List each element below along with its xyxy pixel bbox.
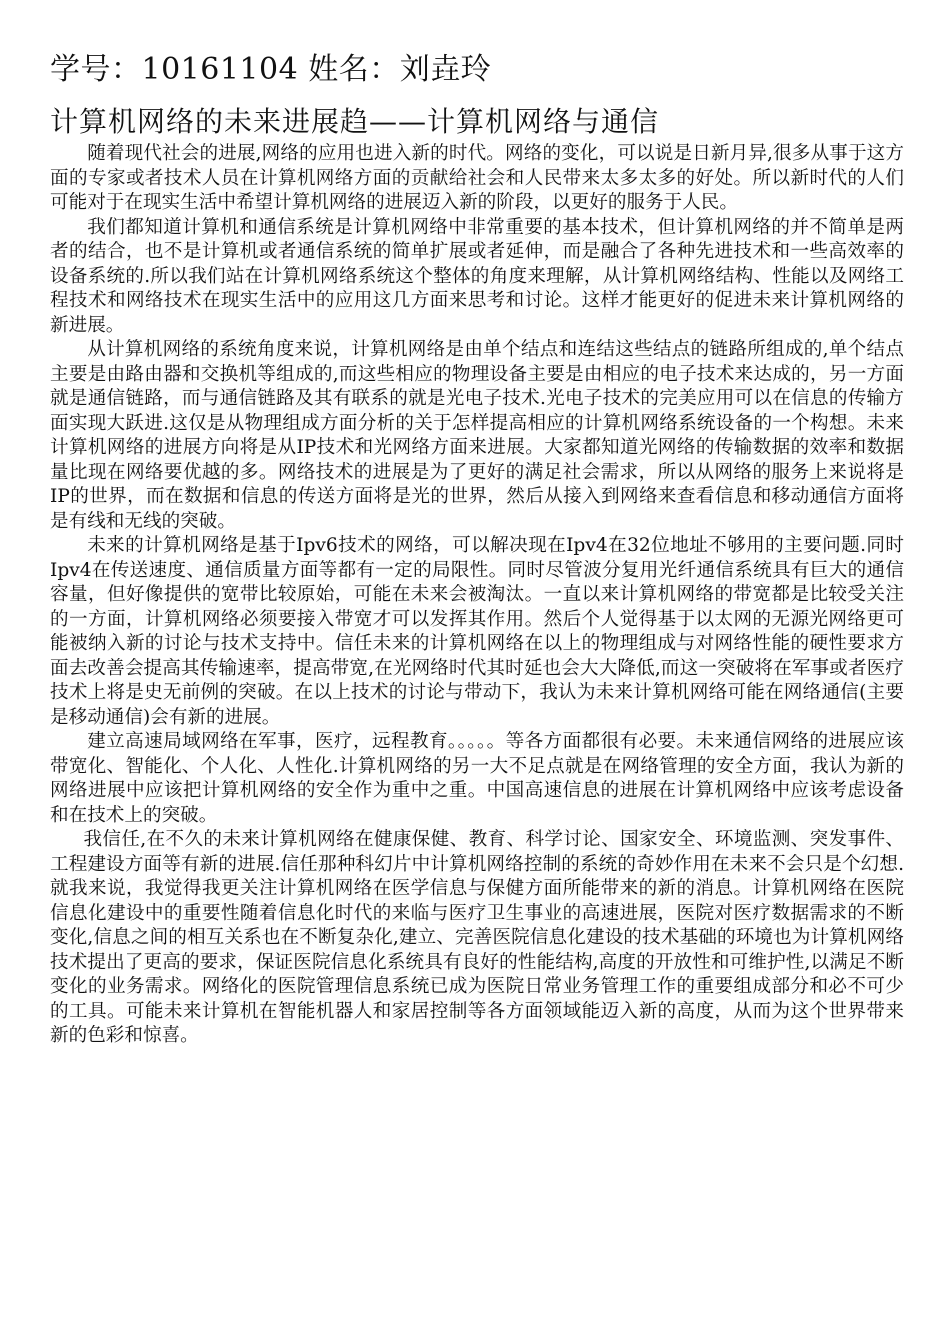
student-id-value: 10161104 bbox=[141, 52, 299, 87]
document-title: 计算机网络的未来进展趋——计算机网络与通信 bbox=[50, 105, 660, 138]
paragraph-6: 我信任,在不久的未来计算机网络在健康保健、教育、科学讨论、国家安全、环境监测、突发事件、工程建设方面等有新的进展.信任那种科幻片中计算机网络控制的系统的奇妙作用在未来不会只是个幻想.就我来说，我觉得我更关注计算机网络在医学信息与保健方面所能带来的新的消息。计算机网络在医院信息化建设中的重要性随着信息化时代的来临与医疗卫生事业的高速进展，医院对医疗数据需求的不断变化,信息之间的相互关系也在不断复杂化,建立、完善医院信息化建设的技术基础的环境也为计算机网络技术提出了更高的要求，保证医院信息化系统具有良好的性能结构,高度的开放性和可维护性,以满足不断变化的业务需求。网络化的医院管理信息系统已成为医院日常业务管理工作的重要组成部分和必不可少的工具。可能未来计算机在智能机器人和家居控制等各方面领域能迈入新的高度，从而为这个世界带来新的色彩和惊喜。 bbox=[50, 829, 904, 1046]
paragraph-5: 建立高速局域网络在军事，医疗，远程教育。。。。。等各方面都很有必要。未来通信网络的进展应该带宽化、智能化、个人化、人性化.计算机网络的另一大不足点就是在网络管理的安全方面，我认为新的网络进展中应该把计算机网络的安全作为重中之重。中国高速信息的进展在计算机网络中应该考虑设备和在技术上的突破。 bbox=[50, 731, 904, 826]
paragraph-4: 未来的计算机网络是基于Ipv6技术的网络，可以解决现在Ipv4在32位地址不够用的主要问题.同时Ipv4在传送速度、通信质量方面等都有一定的局限性。同时尽管波分复用光纤通信系统具有巨大的通信容量，但好像提供的宽带比较原始，可能在未来会被淘汰。一直以来计算机网络的带宽都是比较受关注的一方面，计算机网络必须要接入带宽才可以发挥其作用。然后个人觉得基于以太网的无源光网络更可能被纳入新的讨论与技术支持中。信任未来的计算机网络在以上的物理组成与对网络性能的硬性要求方面去改善会提高其传输速率，提高带宽,在光网络时代其时延也会大大降低,而这一突破将在军事或者医疗技术上将是史无前例的突破。在以上技术的讨论与带动下，我认为未来计算机网络可能在网络通信(主要是移动通信)会有新的进展。 bbox=[50, 535, 904, 728]
paragraph-3: 从计算机网络的系统角度来说，计算机网络是由单个结点和连结这些结点的链路所组成的,单个结点主要是由路由器和交换机等组成的,而这些相应的物理设备主要是由相应的电子技术来达成的，另一方面就是通信链路，而与通信链路及其有联系的就是光电子技术.光电子技术的完美应用可以在信息的传输方面实现大跃进.这仅是从物理组成方面分析的关于怎样提高相应的计算机网络系统设备的一个构想。未来计算机网络的进展方向将是从IP技术和光网络方面来进展。大家都知道光网络的传输数据的效率和数据量比现在网络要优越的多。网络技术的进展是为了更好的满足社会需求，所以从网络的服务上来说将是IP的世界，而在数据和信息的传送方面将是光的世界，然后从接入到网络来查看信息和移动通信方面将是有线和无线的突破。 bbox=[50, 339, 904, 532]
student-id-label: 学号： bbox=[50, 52, 142, 87]
student-name-value: 刘垚玲 bbox=[399, 52, 492, 87]
paragraph-1: 随着现代社会的进展,网络的应用也进入新的时代。网络的变化，可以说是日新月异,很多从事于这方面的专家或者技术人员在计算机网络方面的贡献给社会和人民带来太多太多的好处。所以新时代的人们可能对于在现实生活中希望计算机网络的进展迈入新的阶段，以更好的服务于人民。 bbox=[50, 143, 904, 213]
student-info-line bbox=[50, 50, 904, 90]
paragraph-2: 我们都知道计算机和通信系统是计算机网络中非常重要的基本技术，但计算机网络的并不简单是两者的结合，也不是计算机或者通信系统的简单扩展或者延伸，而是融合了各种先进技术和一些高效率的设备系统的.所以我们站在计算机网络系统这个整体的角度来理解，从计算机网络结构、性能以及网络工程技术和网络技术在现实生活中的应用这几方面来思考和讨论。这样才能更好的促进未来计算机网络的新进展。 bbox=[50, 216, 904, 336]
student-name-label: 姓名： bbox=[308, 52, 400, 87]
